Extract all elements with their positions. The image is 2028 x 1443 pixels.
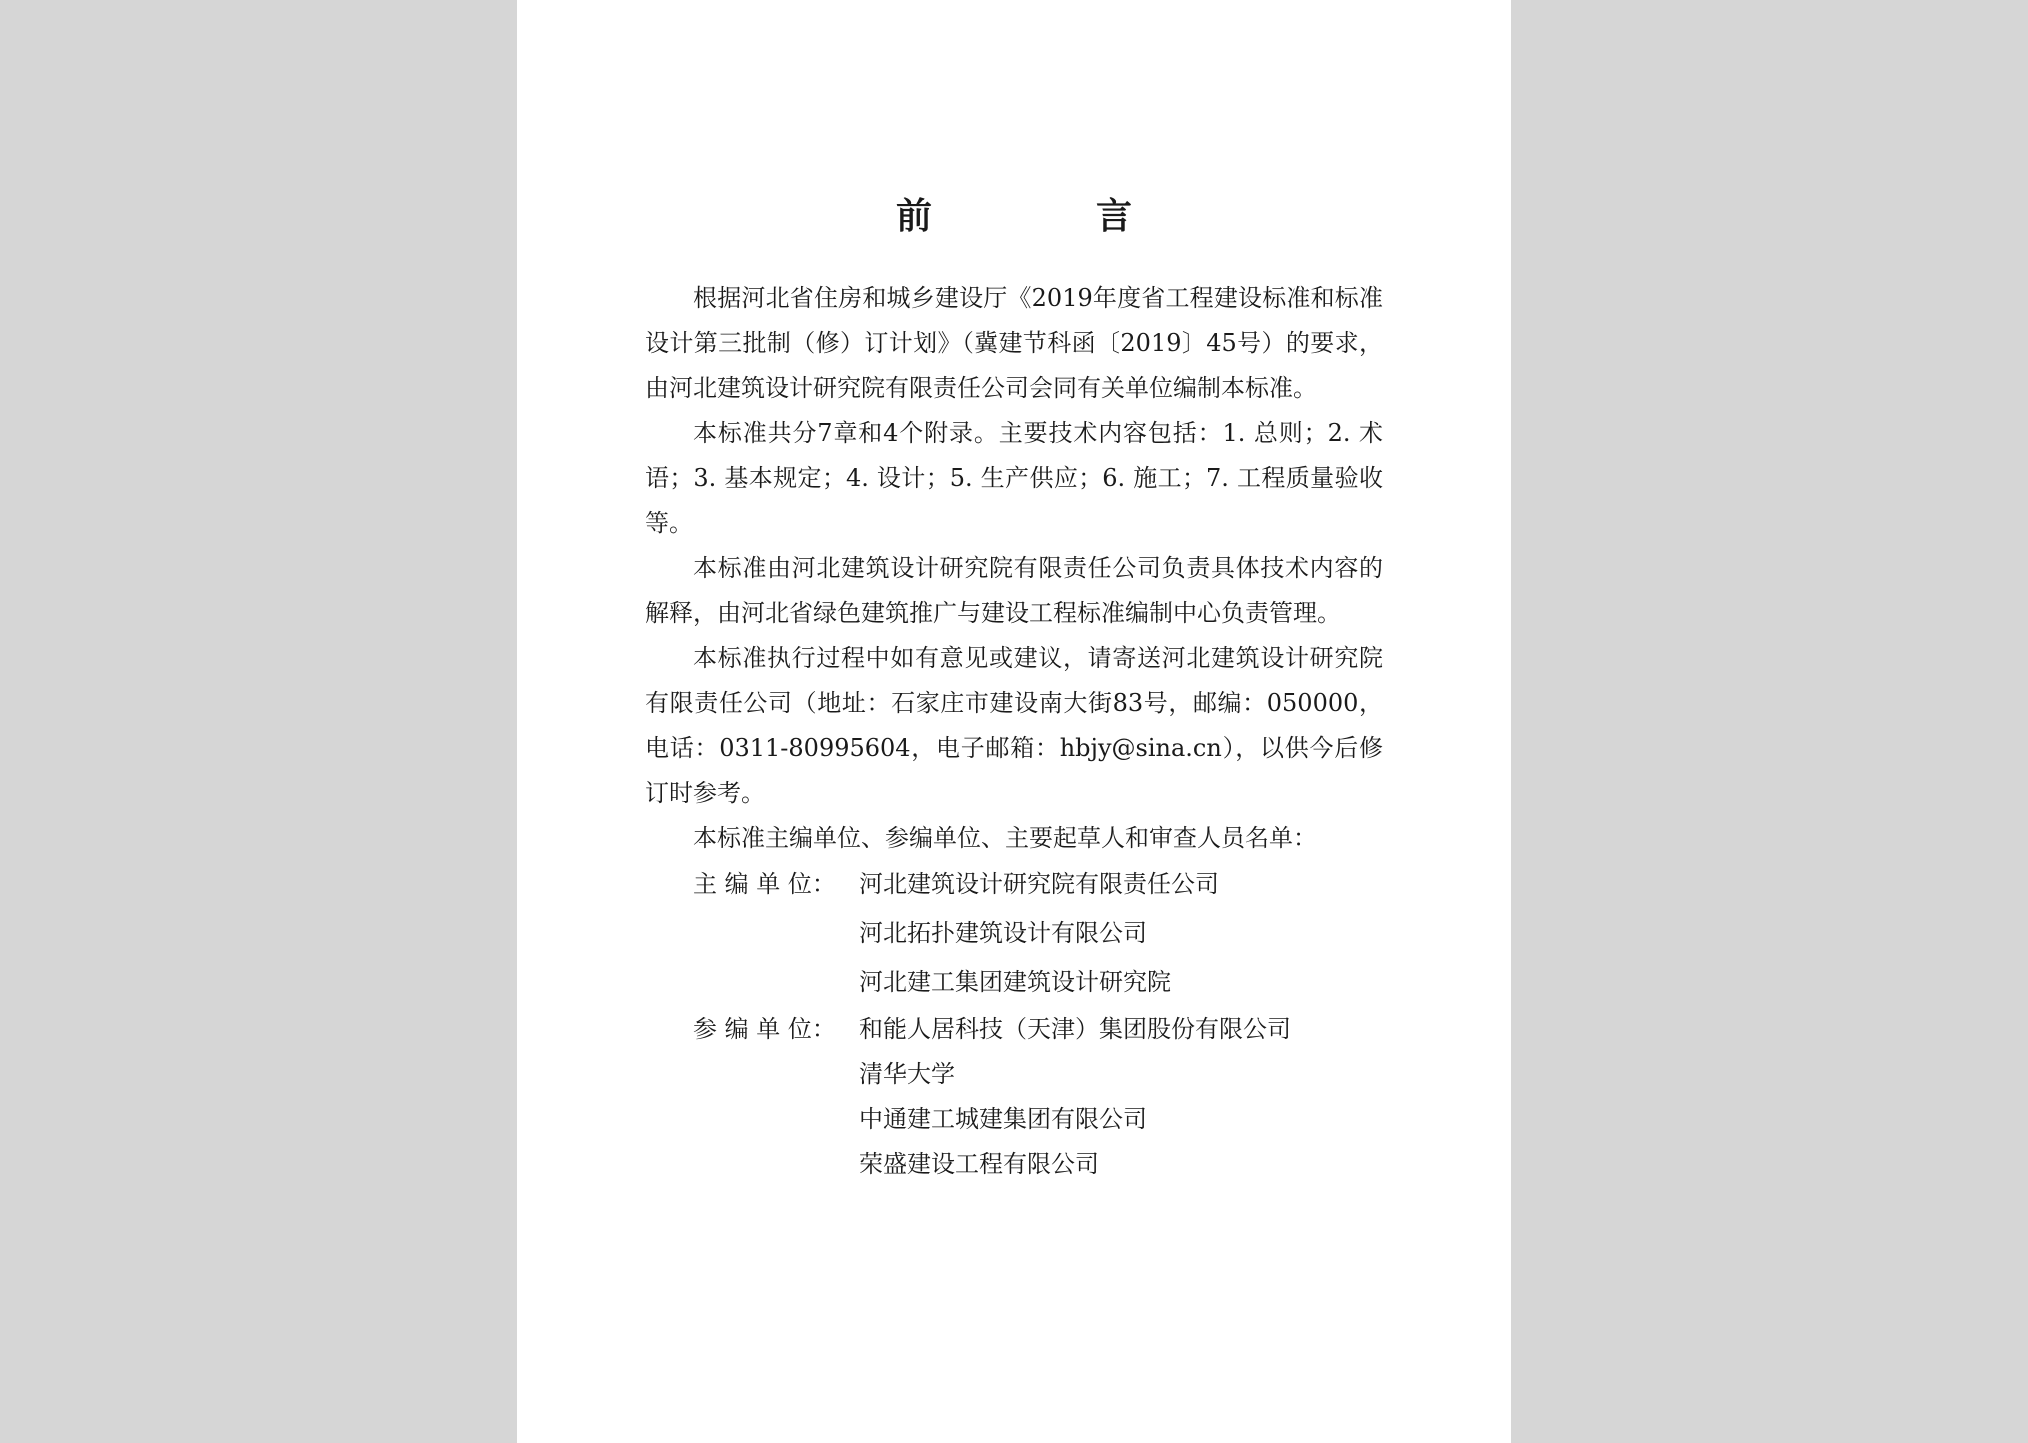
paragraph-interpretation: 本标准由河北建筑设计研究院有限责任公司负责具体技术内容的解释，由河北省绿色建筑推广与建设工程标准编制中心负责管理。 xyxy=(645,554,1383,627)
paragraph-feedback: 本标准执行过程中如有意见或建议，请寄送河北建筑设计研究院有限责任公司（地址：石家庄市建设南大街83号，邮编：050000，电话：0311-80995604，电子邮箱：hbjy@sina.cn），以供今后修订时参考。 xyxy=(645,644,1383,807)
page-title: 前 言 xyxy=(895,195,1196,237)
chief-units-block xyxy=(645,860,1383,1007)
participating-unit-name: 荣盛建设工程有限公司 xyxy=(859,1150,1099,1178)
participating-units-list xyxy=(859,1007,1383,1187)
participating-units-block xyxy=(645,1007,1383,1187)
participating-unit-name: 中通建工城建集团有限公司 xyxy=(859,1105,1147,1133)
participating-unit-name: 和能人居科技（天津）集团股份有限公司 xyxy=(859,1015,1291,1043)
chief-unit-name: 河北拓扑建筑设计有限公司 xyxy=(859,919,1147,947)
chief-unit-name: 河北建筑设计研究院有限责任公司 xyxy=(859,870,1219,898)
participating-units-label: 参 编 单 位： xyxy=(693,1015,836,1043)
participating-unit-name: 清华大学 xyxy=(859,1060,955,1088)
paragraph-contents: 本标准共分7章和4个附录。主要技术内容包括：1. 总则；2. 术语；3. 基本规定；4. 设计；5. 生产供应；6. 施工；7. 工程质量验收等。 xyxy=(645,419,1383,537)
foreword-body xyxy=(645,276,1383,1187)
document-page xyxy=(517,0,1511,1443)
units-list-intro: 本标准主编单位、参编单位、主要起草人和审查人员名单： xyxy=(693,824,1317,852)
chief-units-list xyxy=(859,860,1383,1007)
paragraph-basis: 根据河北省住房和城乡建设厅《2019年度省工程建设标准和标准设计第三批制（修）订计划》（冀建节科函〔2019〕45号）的要求，由河北建筑设计研究院有限责任公司会同有关单位编制本标准。 xyxy=(645,284,1383,402)
chief-units-label: 主 编 单 位： xyxy=(693,870,836,898)
chief-unit-name: 河北建工集团建筑设计研究院 xyxy=(859,968,1171,996)
